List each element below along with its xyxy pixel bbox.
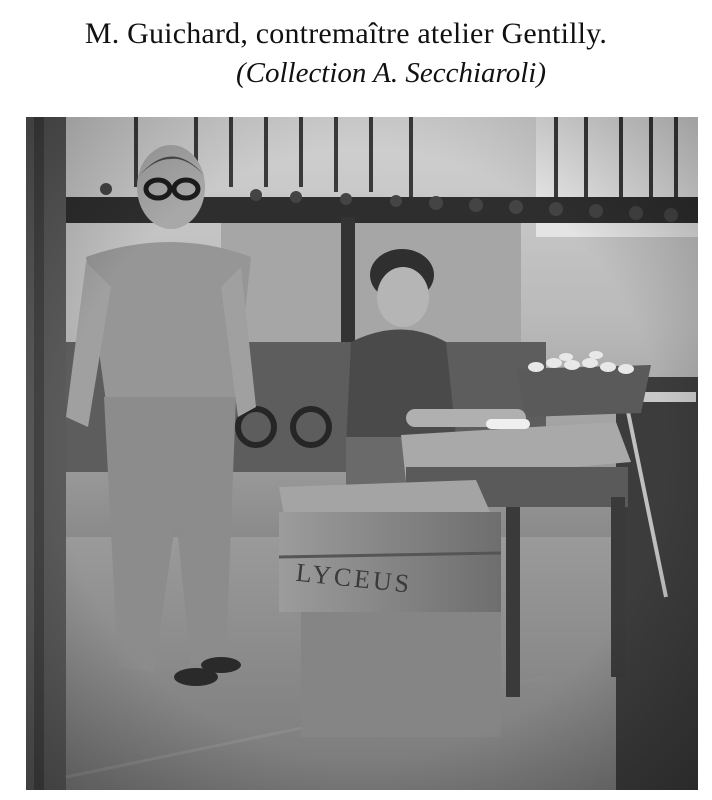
caption-credit: (Collection A. Secchiaroli) xyxy=(235,57,547,89)
photograph xyxy=(26,117,698,790)
caption-title: M. Guichard, contremaître atelier Gentilly. xyxy=(84,17,608,50)
caption xyxy=(0,14,712,92)
photo-vignette xyxy=(26,117,698,790)
workshop-photo-svg xyxy=(26,117,698,790)
